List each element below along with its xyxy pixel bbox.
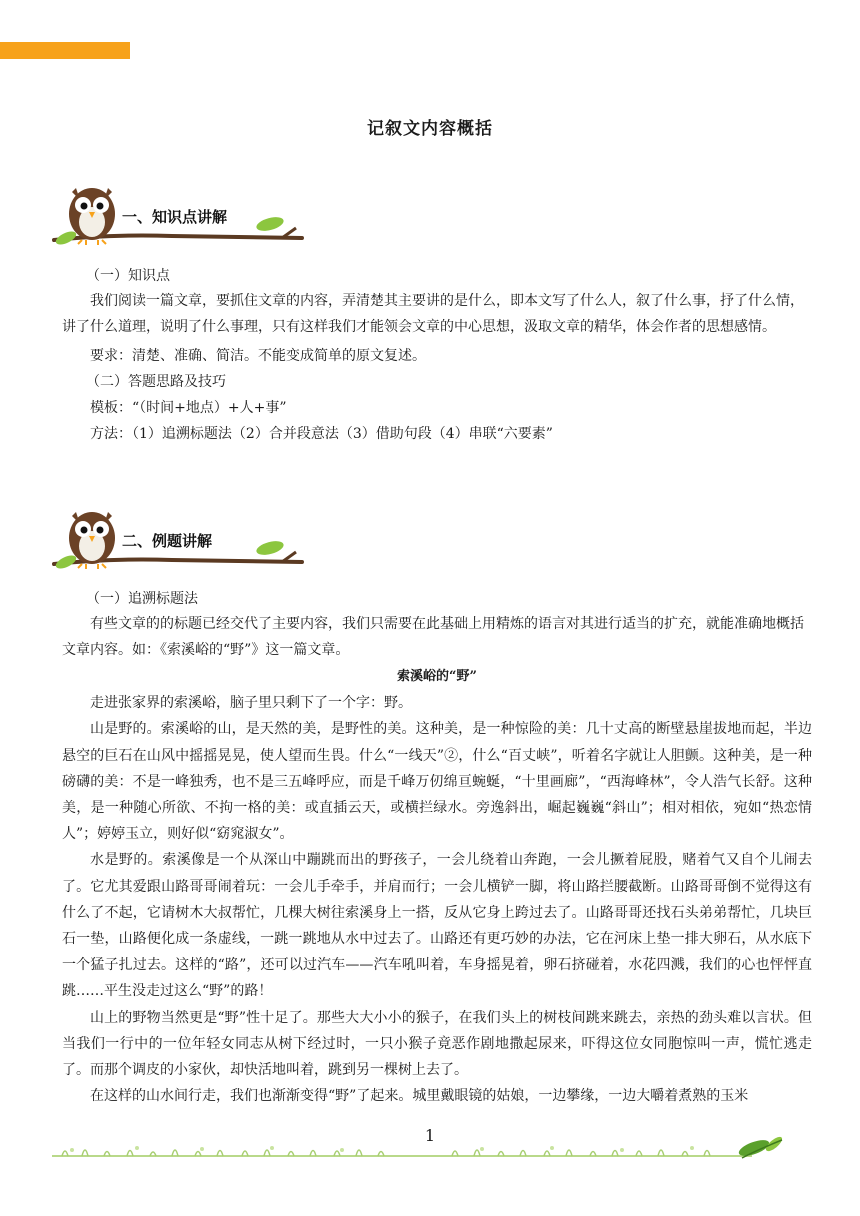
section-header-examples: [52, 502, 312, 578]
knowledge-content: [62, 264, 812, 446]
page-number: 1: [424, 1126, 436, 1145]
section-header-knowledge: [52, 178, 312, 254]
section-label: 一、知识点讲解: [122, 208, 228, 226]
passage-paragraph: 走进张家界的索溪峪，脑子里只剩下了一个字：野。: [90, 695, 412, 712]
subheading: （二）答题思路及技巧: [86, 374, 226, 390]
requirement-text: 要求：清楚、准确、简洁。不能变成简单的原文复述。: [90, 348, 426, 364]
accent-bar: [0, 42, 130, 59]
paragraph: 我们阅读一篇文章，要抓住文章的内容，弄清楚其主要讲的是什么，即本文写了什么人，叙了什么事，抒了什么情，讲了什么道理，说明了什么事理，只有这样我们才能领会文章的中心思想，汲取文章的精华，体会作者的思想感情。: [62, 293, 804, 335]
passage: [62, 664, 812, 1109]
subheading: （一）追溯标题法: [86, 591, 198, 607]
template-text: 模板：“（时间+地点）+人+事”: [90, 400, 287, 416]
passage-paragraph: 山上的野物当然更是“野”性十足了。那些大大小小的猴子，在我们头上的树枝间跳来跳去，亲热的劲头难以言状。但当我们一行中的一位年轻女同志从树下经过时，一只小猴子竟恶作剧地撒起尿来，吓得这位女同胞惊叫一声，慌忙逃走了。而那个调皮的小家伙，却快活地叫着，跳到另一棵树上去了。: [62, 1009, 812, 1079]
leaf-icon: [737, 1136, 784, 1159]
grass-border-icon: [52, 1136, 792, 1176]
page-title: 记叙文内容概括: [367, 119, 493, 139]
passage-title: 索溪峪的“野”: [397, 669, 477, 684]
section-label: 二、例题讲解: [122, 532, 213, 550]
method-text: 方法：（1）追溯标题法（2）合并段意法（3）借助句段（4）串联“六要素”: [90, 426, 553, 442]
passage-paragraph: 水是野的。索溪像是一个从深山中蹦跳而出的野孩子，一会儿绕着山奔跑，一会儿撅着屁股，赌着气又自个儿闹去了。它尤其爱跟山路哥哥闹着玩：一会儿手牵手，并肩而行；一会儿横铲一脚，将山路拦腰截断。山路哥哥倒不觉得这有什么了不起，它请树木大叔帮忙，几棵大树往索溪身上一搭，反从它身上跨过去了。山路哥哥还找石头弟弟帮忙，几块巨石一垫，山路便化成一条虚线，一跳一跳地从水中过去了。山路还有更巧妙的办法，它在河床上垫一排大卵石，从水底下一个猛子扎过去。这样的“路”，还可以过汽车——汽车吼叫着，车身摇晃着，卵石挤碰着，水花四溅，我们的心也怦怦直跳……平生没走过这么“野”的路！: [62, 852, 812, 1000]
paragraph: 有些文章的的标题已经交代了主要内容，我们只需要在此基础上用精炼的语言对其进行适当的扩充，就能准确地概括文章内容。如：《索溪峪的“野”》这一篇文章。: [62, 616, 804, 658]
passage-paragraph: 山是野的。索溪峪的山，是天然的美，是野性的美。这种美，是一种惊险的美：几十丈高的断壁悬崖拔地而起，半边悬空的巨石在山风中摇摇晃晃，使人望而生畏。什么“一线天”②，什么“百丈峡”，听着名字就让人胆颤。这种美，是一种磅礴的美：不是一峰独秀，也不是三五峰呼应，而是千峰万仞绵亘蜿蜒，“十里画廊”，“西海峰林”，令人浩气长舒。这种美，是一种随心所欲、不拘一格的美：或直插云天，或横拦绿水。旁逸斜出，崛起巍巍“斜山”；相对相依，宛如“热恋情人”；婷婷玉立，则好似“窈窕淑女”。: [62, 721, 812, 843]
example-intro: [62, 587, 812, 663]
subheading: （一）知识点: [86, 268, 170, 284]
passage-paragraph: 在这样的山水间行走，我们也渐渐变得“野”了起来。城里戴眼镜的姑娘，一边攀缘，一边大嚼着煮熟的玉米: [90, 1088, 749, 1105]
